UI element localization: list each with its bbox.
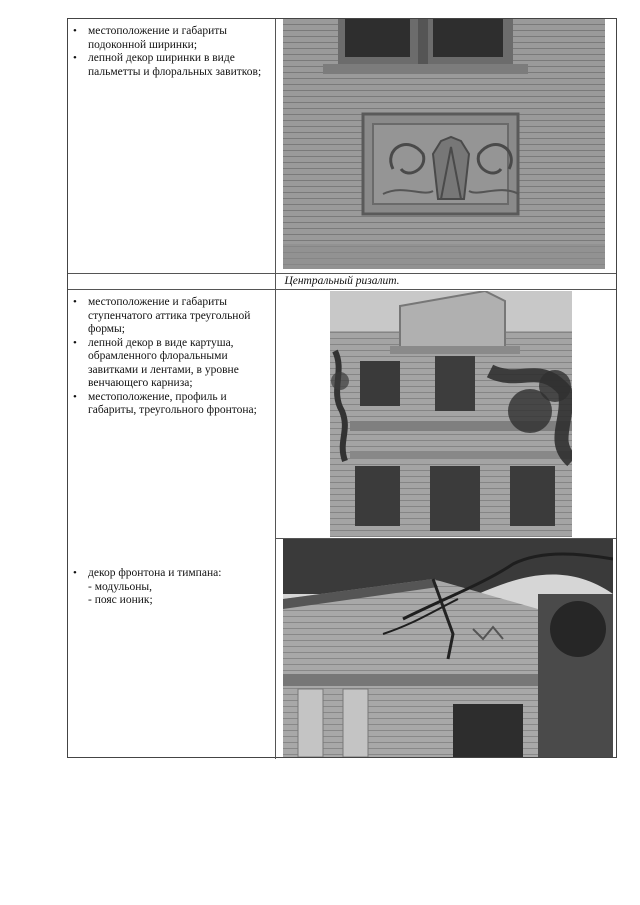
row3-text-cell — [68, 567, 273, 608]
column-divider — [275, 19, 276, 759]
row3-sub-item-2: - пояс ионик; — [88, 594, 153, 606]
row3-sub-item-1: - модульоны, — [88, 580, 152, 593]
row1-text-cell — [68, 25, 273, 79]
row2-bullet-2: • лепной декор в виде картуша, обрамленного флоральными завитками и лентами, в уровне венчающего карниза; — [88, 337, 273, 391]
row1-bullet-1: • местоположение и габариты подоконной ширинки; — [88, 25, 273, 52]
row2-text-cell — [68, 296, 273, 418]
row2-bullet-1: • местоположение и габариты ступенчатого аттика треугольной формы; — [88, 296, 273, 337]
window-panel-photo — [283, 19, 605, 269]
pediment-photo — [283, 539, 613, 757]
section-title: Центральный ризалит. — [284, 275, 400, 287]
central-risalit-photo — [330, 291, 572, 537]
row1-bullet-2: • лепной декор ширинки в виде пальметты и флоральных завитков; — [88, 52, 273, 79]
row-divider-bottom — [68, 289, 616, 290]
description-table — [67, 18, 617, 758]
row3-bullet — [88, 567, 273, 608]
row3-bullet-text: декор фронтона и тимпана: — [88, 567, 222, 579]
row2-bullet-3: • местоположение, профиль и габариты, треугольного фронтона; — [88, 391, 273, 418]
